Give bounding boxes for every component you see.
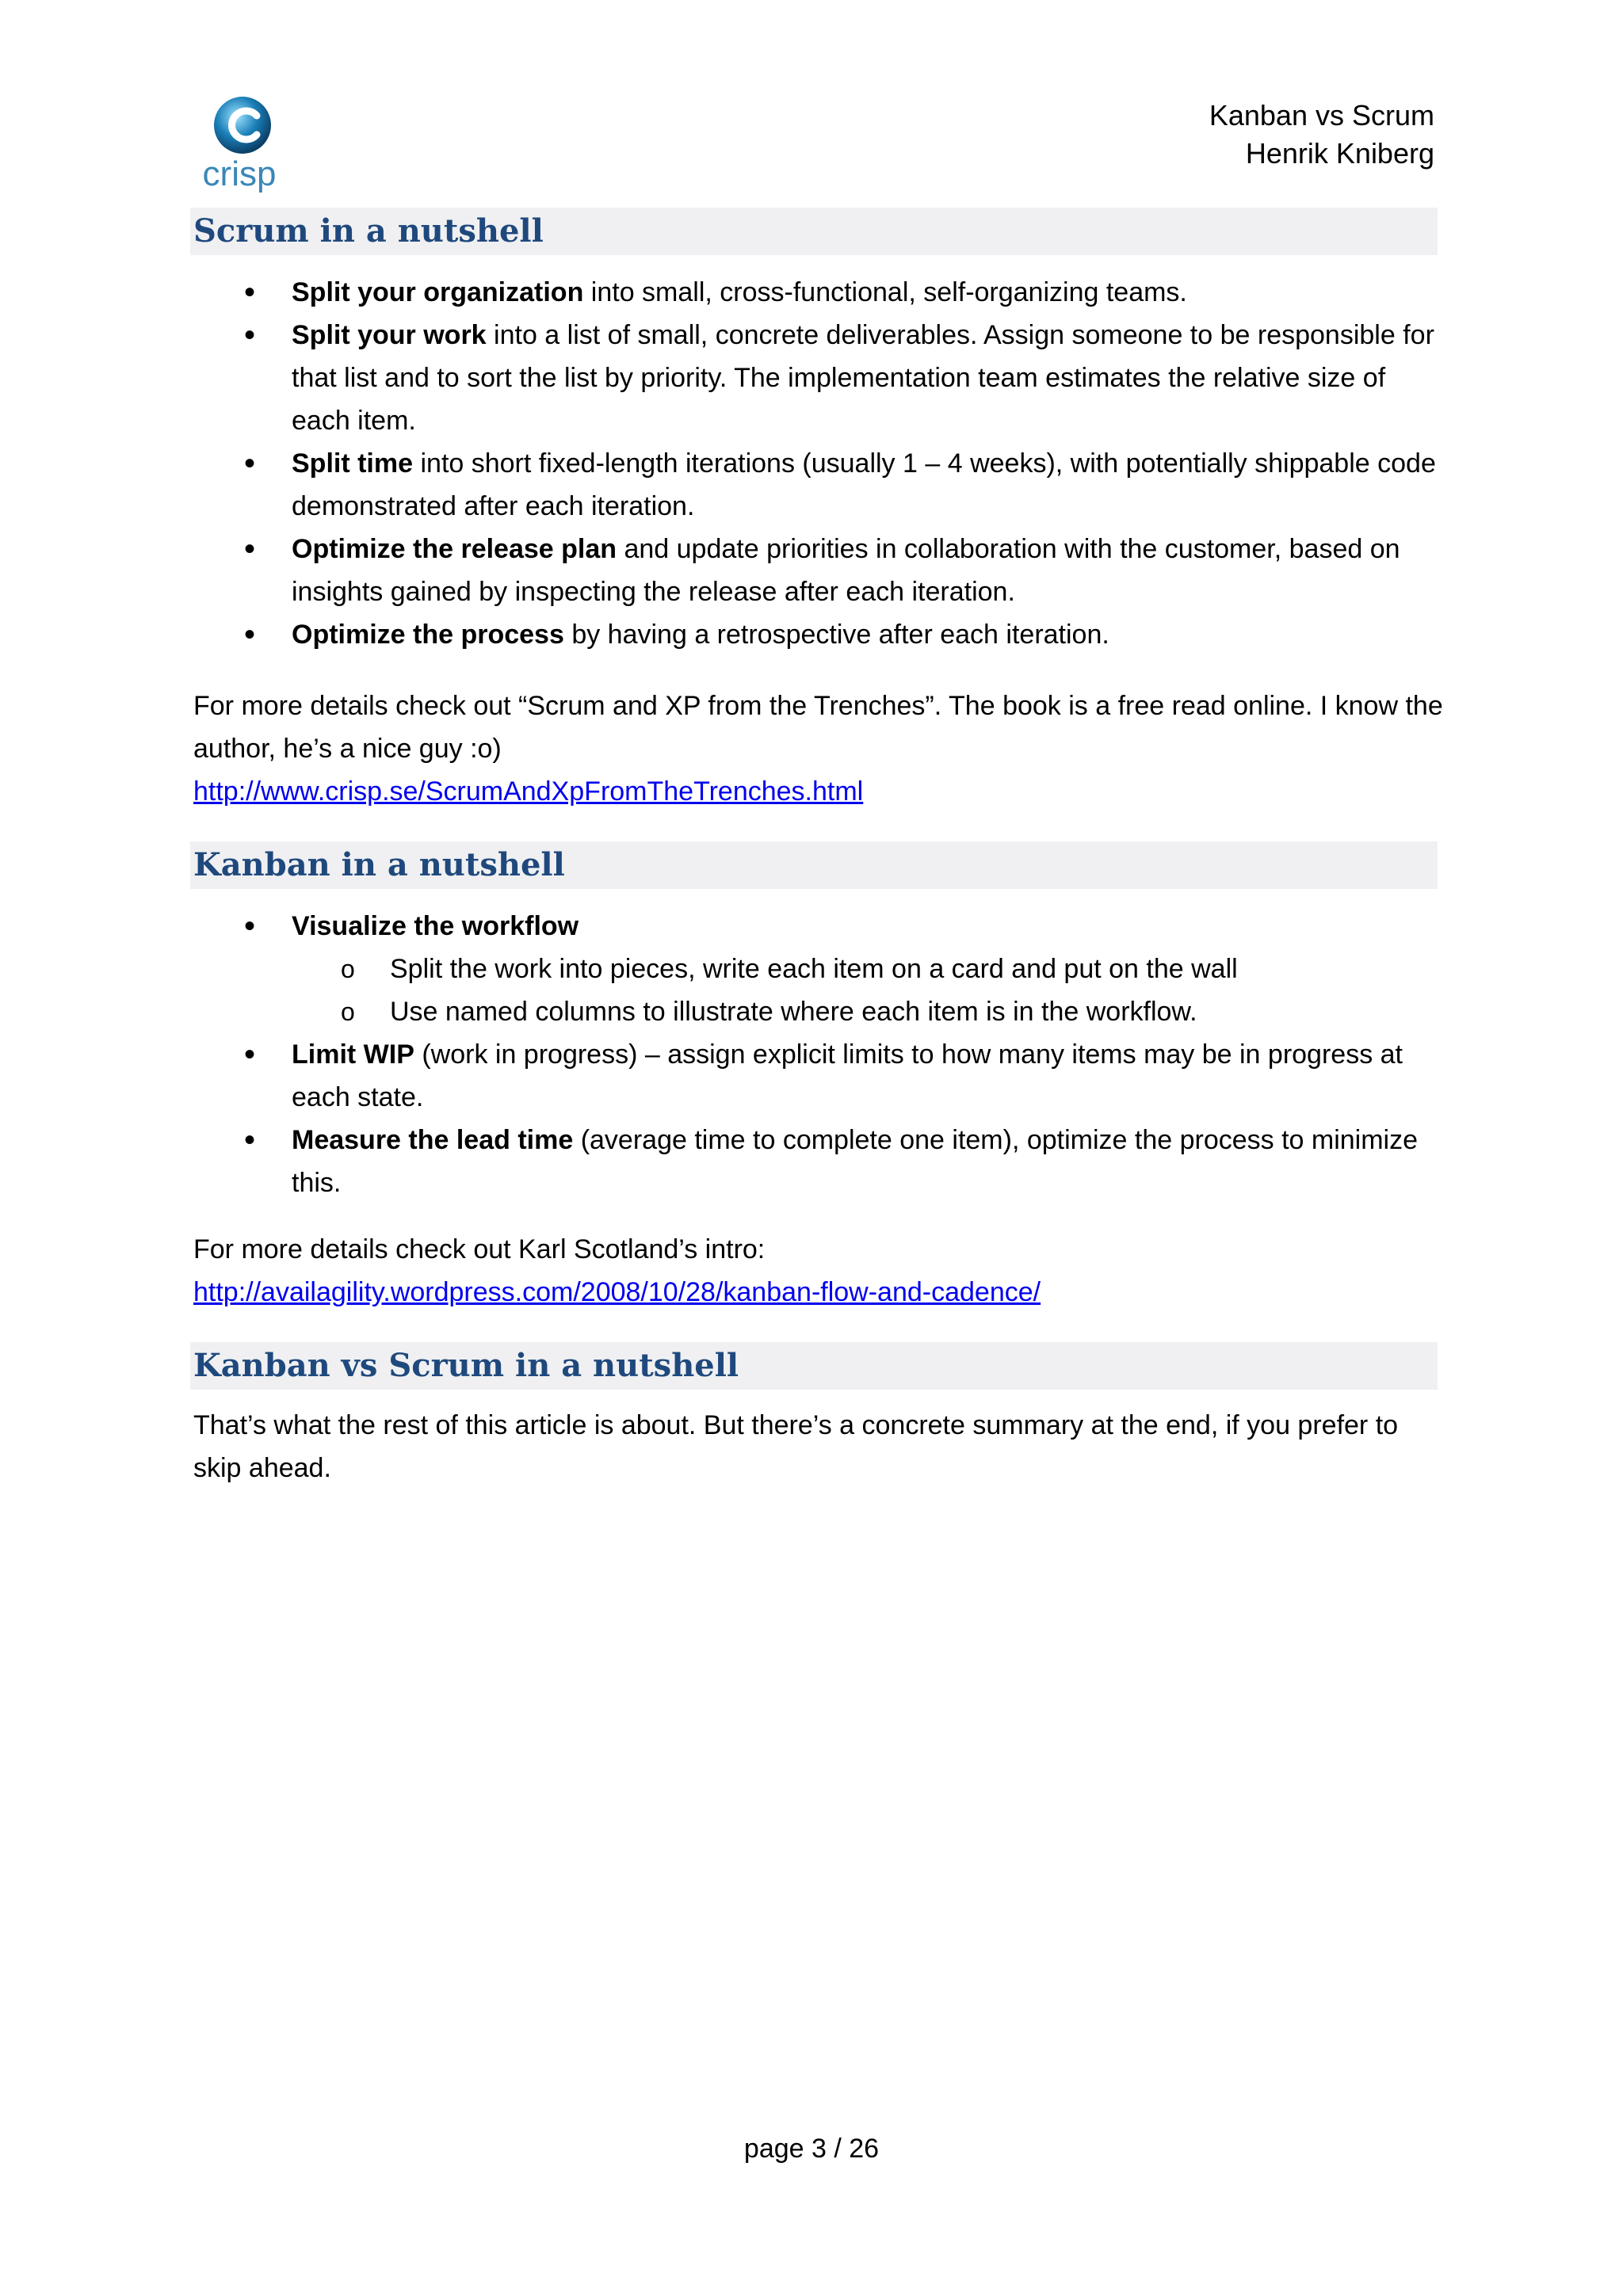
scrum-bullet-list <box>193 271 1445 656</box>
list-item: • Split your work into a list of small, concrete deliverables. Assign someone to be responsible for that list and to sort the list by priority. The implementation team estimates the relative size of each item. <box>193 314 1445 442</box>
kanban-heading: Kanban in a nutshell <box>190 841 1438 889</box>
kanban-more-text: For more details check out Karl Scotland’s intro: <box>193 1234 766 1264</box>
list-item: • Measure the lead time (average time to complete one item), optimize the process to minimize this. <box>193 1119 1445 1204</box>
document-title: Kanban vs Scrum <box>1209 99 1434 132</box>
scrum-book-link[interactable]: http://www.crisp.se/ScrumAndXpFromTheTrenches.html <box>193 776 864 807</box>
list-item: • Split your organization into small, cross-functional, self-organizing teams. <box>193 271 1445 314</box>
page-number: page 3 / 26 <box>743 2134 880 2164</box>
list-item: • Optimize the process by having a retrospective after each iteration. <box>193 613 1445 656</box>
svg-text:crisp: crisp <box>202 154 277 193</box>
list-item: • Visualize the workflow o Split the work into pieces, write each item on a card and put on the wall o Use named columns to illustrate where each item is in the workflow. <box>193 905 1445 1033</box>
sub-list-item: o Split the work into pieces, write each item on a card and put on the wall <box>292 948 1445 990</box>
kanban-bullet-list <box>193 905 1445 1204</box>
kanban-sub-list <box>292 948 1445 1033</box>
crisp-logo <box>193 93 296 196</box>
document-header <box>1209 97 1434 173</box>
kanban-intro-link[interactable]: http://availagility.wordpress.com/2008/10/28/kanban-flow-and-cadence/ <box>193 1277 1041 1307</box>
versus-block <box>193 1404 1445 1489</box>
versus-heading: Kanban vs Scrum in a nutshell <box>190 1342 1438 1390</box>
sub-list-item: o Use named columns to illustrate where each item is in the workflow. <box>292 990 1445 1033</box>
scrum-list-block <box>193 271 1445 656</box>
kanban-more-block <box>193 1228 1445 1314</box>
versus-text: That’s what the rest of this article is about. But there’s a concrete summary at the end, if you prefer to skip ahead. <box>193 1410 1399 1483</box>
scrum-heading: Scrum in a nutshell <box>190 208 1438 255</box>
list-item: • Optimize the release plan and update priorities in collaboration with the customer, based on insights gained by inspecting the release after each iteration. <box>193 528 1445 613</box>
list-item: • Split time into short fixed-length iterations (usually 1 – 4 weeks), with potentially shippable code demonstrated after each iteration. <box>193 442 1445 528</box>
list-item: • Limit WIP (work in progress) – assign explicit limits to how many items may be in progress at each state. <box>193 1033 1445 1119</box>
scrum-more-block <box>193 685 1445 813</box>
scrum-more-text: For more details check out “Scrum and XP from the Trenches”. The book is a free read online. I know the author, he’s a nice guy :o) <box>193 691 1443 764</box>
kanban-list-block <box>193 905 1445 1204</box>
document-author: Henrik Kniberg <box>1245 137 1434 170</box>
